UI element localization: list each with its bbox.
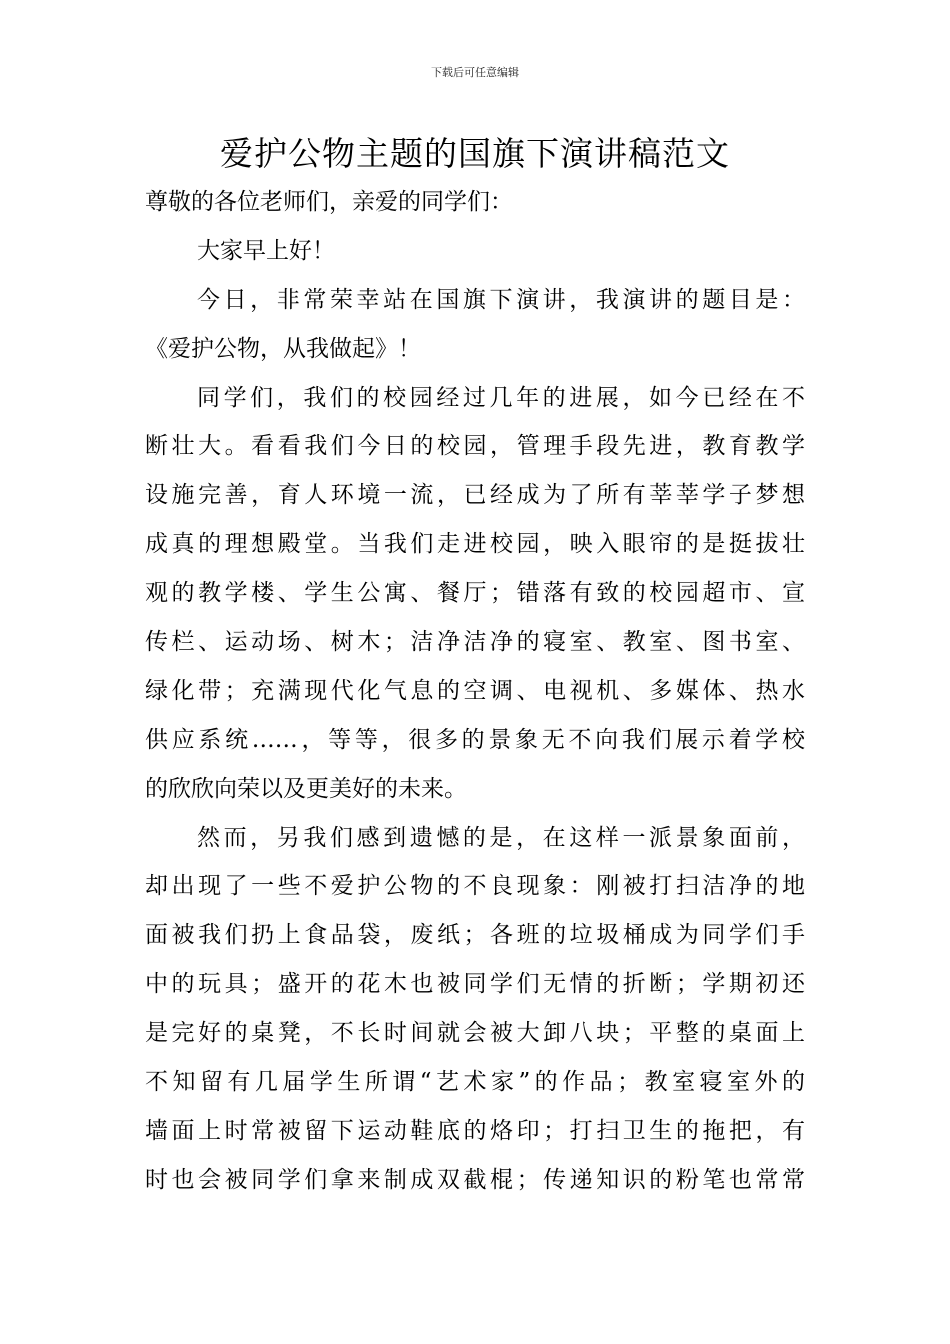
header-note: 下载后可任意编辑	[431, 66, 519, 79]
text-line: 同学们，我们的校园经过几年的进展，如今已经在不	[197, 384, 805, 411]
text-line: 尊敬的各位老师们，亲爱的同学们：	[145, 189, 513, 215]
text-line: 供应系统……，等等，很多的景象无不向我们展示着学校	[145, 726, 805, 753]
text-line: 却出现了一些不爱护公物的不良现象：刚被打扫洁净的地	[145, 873, 805, 900]
text-line: 墙面上时常被留下运动鞋底的烙印；打扫卫生的拖把，有	[145, 1117, 805, 1144]
text-line: 传栏、运动场、树木；洁净洁净的寝室、教室、图书室、	[145, 629, 805, 656]
text-line: 大家早上好！	[197, 237, 335, 264]
text-line: 是完好的桌凳，不长时间就会被大卸八块；平整的桌面上	[145, 1020, 805, 1047]
text-line: 断壮大。看看我们今日的校园，管理手段先进，教育教学	[145, 433, 805, 460]
text-line: 绿化带；充满现代化气息的空调、电视机、多媒体、热水	[145, 677, 805, 704]
text-line: 成真的理想殿堂。当我们走进校园，映入眼帘的是挺拔壮	[145, 531, 805, 558]
text-line: 设施完善，育人环境一流，已经成为了所有莘莘学子梦想	[145, 482, 805, 509]
page-title: 爱护公物主题的国旗下演讲稿范文	[220, 134, 730, 173]
text-line: 然而，另我们感到遗憾的是，在这样一派景象面前，	[197, 824, 805, 851]
text-line: 观的教学楼、学生公寓、餐厅；错落有致的校园超市、宣	[145, 580, 805, 607]
text-line: 面被我们扔上食品袋，废纸；各班的垃圾桶成为同学们手	[145, 922, 805, 949]
text-line: 时也会被同学们拿来制成双截棍；传递知识的粉笔也常常	[145, 1166, 805, 1193]
text-line: 中的玩具；盛开的花木也被同学们无情的折断；学期初还	[145, 971, 805, 998]
text-line: 今日，非常荣幸站在国旗下演讲，我演讲的题目是：	[197, 286, 805, 313]
text-line: 的欣欣向荣以及更美好的未来。	[145, 775, 467, 802]
document-body	[145, 178, 805, 1205]
text-line: 不知留有几届学生所谓“艺术家”的作品；教室寝室外的	[145, 1069, 805, 1096]
text-line: 《爱护公物，从我做起》！	[145, 335, 421, 362]
